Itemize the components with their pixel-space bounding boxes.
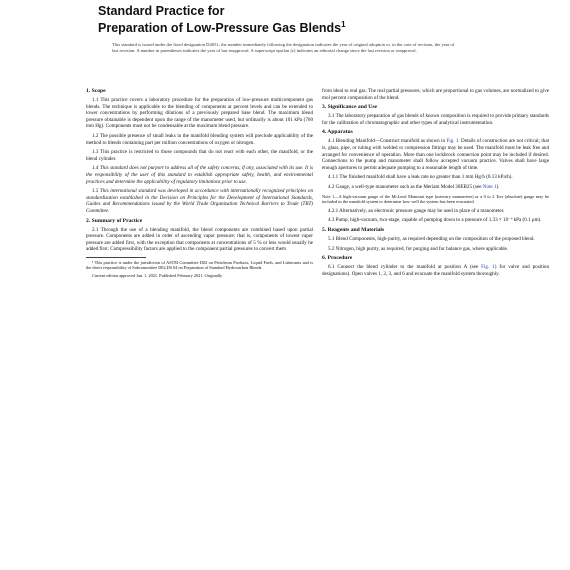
paragraph-1-5: 1.5 This international standard was developed in accordance with internationally recognized principles on standardization established in the Decision on Principles for the Development of International Standards, Guides and Recommendations issued by the World Trade Organization Technical Barriers to Trade (TBT) Committee. — [86, 188, 313, 214]
note-1: Note 1—A high-vacuum gauge of the McLeod Manostat type (mercury manometer) or a 0 to 2 Torr (absolute) gauge may be included in the manifold system to determine how well the system has been evacuated. — [322, 193, 549, 205]
paragraph-4-1-1: 4.1.1 The finished manifold shall have a leak rate no greater than 1 mm Hg/h (0.13 kPa/h). — [328, 174, 513, 181]
section-heading-significance: 3. Significance and Use — [322, 104, 378, 111]
title-line-2 — [98, 18, 498, 35]
figure-1-link[interactable]: Fig. 1 — [446, 138, 459, 145]
document-title — [98, 4, 498, 35]
paragraph-1-2: 1.2 The possible presence of small leaks in the manifold blending system will preclude applicability of the method to blends containing part per million concentrations of oxygen or nitrogen. — [86, 132, 313, 146]
paragraph-3-1: 3.1 The laboratory preparation of gas blends of known composition is required to provide primary standards for the calibration of chromatographic and other types of analytical instrumentation. — [322, 113, 549, 126]
paragraph-6-1 — [322, 264, 549, 277]
paragraph-4-2-text-a: 4.2 Gauge, a well-type manometer such as the Meriam Model 30EB25 (see — [328, 183, 482, 190]
paragraph-1-4: 1.4 This standard does not purport to address all of the safety concerns, if any, associated with its use. It is the responsibility of the user of this standard to establish appropriate safety, health, and environmental practices and determine the applicability of regulatory limitations prior to use. — [86, 165, 313, 185]
footnote-2: Current edition approved Jan. 1, 2021. Published February 2021. Originally — [92, 272, 223, 278]
paragraph-4-2 — [322, 184, 549, 191]
paragraph-1-3: 1.3 This practice is restricted to those compounds that do not react with each other, the manifold, or the blend cylinder. — [86, 149, 313, 162]
paragraph-4-2-text-b: ). — [496, 183, 500, 190]
paragraph-6-1-text-b: ) for valve and position designations). Open valves 1, 2, 3, and 6 and evacuate the manifold system thoroughly. — [322, 264, 550, 277]
designation-notice: This standard is issued under the fixed designation D4051; the number immediately following the designation indicates the year of original adoption or, in the case of revision, the year of last revision. A number in parentheses indicates the year of last reapproval. A superscript epsilon (ε) indicates an editorial change since the last revision or reapproval. — [112, 42, 455, 53]
paragraph-4-1-text-a: 4.1 Blending Manifold—Construct manifold as shown in — [328, 138, 446, 145]
paragraph-6-1-text-a: 6.1 Connect the blend cylinder to the manifold at position A (see — [328, 264, 479, 271]
paragraph-4-3: 4.3 Pump, high-vacuum, two-stage, capable of pumping down to a pressure of 1.33 × 10⁻³ kPa (0.1 μm). — [328, 217, 542, 224]
left-column — [86, 88, 313, 280]
section-heading-procedure: 6. Procedure — [322, 255, 353, 262]
section-heading-summary: 2. Summary of Practice — [86, 217, 143, 224]
paragraph-4-1 — [322, 138, 549, 171]
title-text: Preparation of Low-Pressure Gas Blends — [98, 21, 342, 36]
paragraph-1-1: 1.1 This practice covers a laboratory procedure for the preparation of low-pressure multicomponent gas blends. The technique is applicable to the blending of components at percent levels and can be extended to lower concentrations by performing dilutions of a previously prepared base blend. The maximum blend pressure obtainable is dependent upon the range of the manometer used, but ordinarily is about 101 kPa (760 mm Hg). Components must not be condensable at the maximum blend pressure. — [86, 97, 313, 130]
figure-1-link-2[interactable]: Fig. 1 — [481, 264, 495, 271]
paragraph-4-1-text-b: . Details of construction are not critical; that is, glass, pipe, or tubing with welded or compression fittings may be used. The manifold must be leak free and arranged for convenience of operation. More than one lockbrock connection point may be included if desired. Connections to the pump and manometer shall follow accepted vacuum practice. Valves shall have large enough apertures to permit adequate pumping to a reasonable length of time. — [322, 138, 549, 171]
title-footnote-mark: 1 — [341, 20, 346, 29]
section-heading-apparatus: 4. Apparatus — [322, 129, 353, 136]
note-1-link[interactable]: Note 1 — [482, 183, 497, 190]
section-heading-reagents: 5. Reagents and Materials — [322, 226, 385, 233]
footnote-1: ¹ This practice is under the jurisdiction of ASTM Committee D02 on Petroleum Products, Liquid Fuels, and Lubricants and is the direct responsibility of Subcommittee D02.D0.04 on Preparation of Standard Hydrocarbon Blends. — [86, 259, 313, 271]
paragraph-2-1-continued: from ideal to real gas. The real partial pressures, which are proportional to gas volumes, are normalized to give mol percent composition of the blend. — [322, 88, 549, 101]
paragraph-5-2: 5.2 Nitrogen, high purity, as required, for purging and for balance gas, where applicable. — [328, 245, 509, 252]
footnote-rule — [86, 257, 146, 258]
paragraph-4-2-1: 4.2.1 Alternatively, an electronic pressure gauge may be used in place of a manometer. — [328, 207, 505, 214]
paragraph-5-1: 5.1 Blend Components, high-purity, as required depending on the composition of the proposed blend. — [328, 235, 535, 242]
right-column — [322, 88, 549, 280]
section-heading-scope: 1. Scope — [86, 88, 106, 94]
title-line-1: Standard Practice for — [98, 4, 225, 18]
paragraph-2-1: 2.1 Through the use of a blending manifold, the blend components are combined based upon partial pressure. Components are added in order of ascending vapor pressure; that is, components of lowest vapor pressure are added first, with the exception that components at concentrations of 5 % or less would usually be added first. Compressibility factors are applied to the component partial pressures to convert them — [86, 226, 313, 253]
